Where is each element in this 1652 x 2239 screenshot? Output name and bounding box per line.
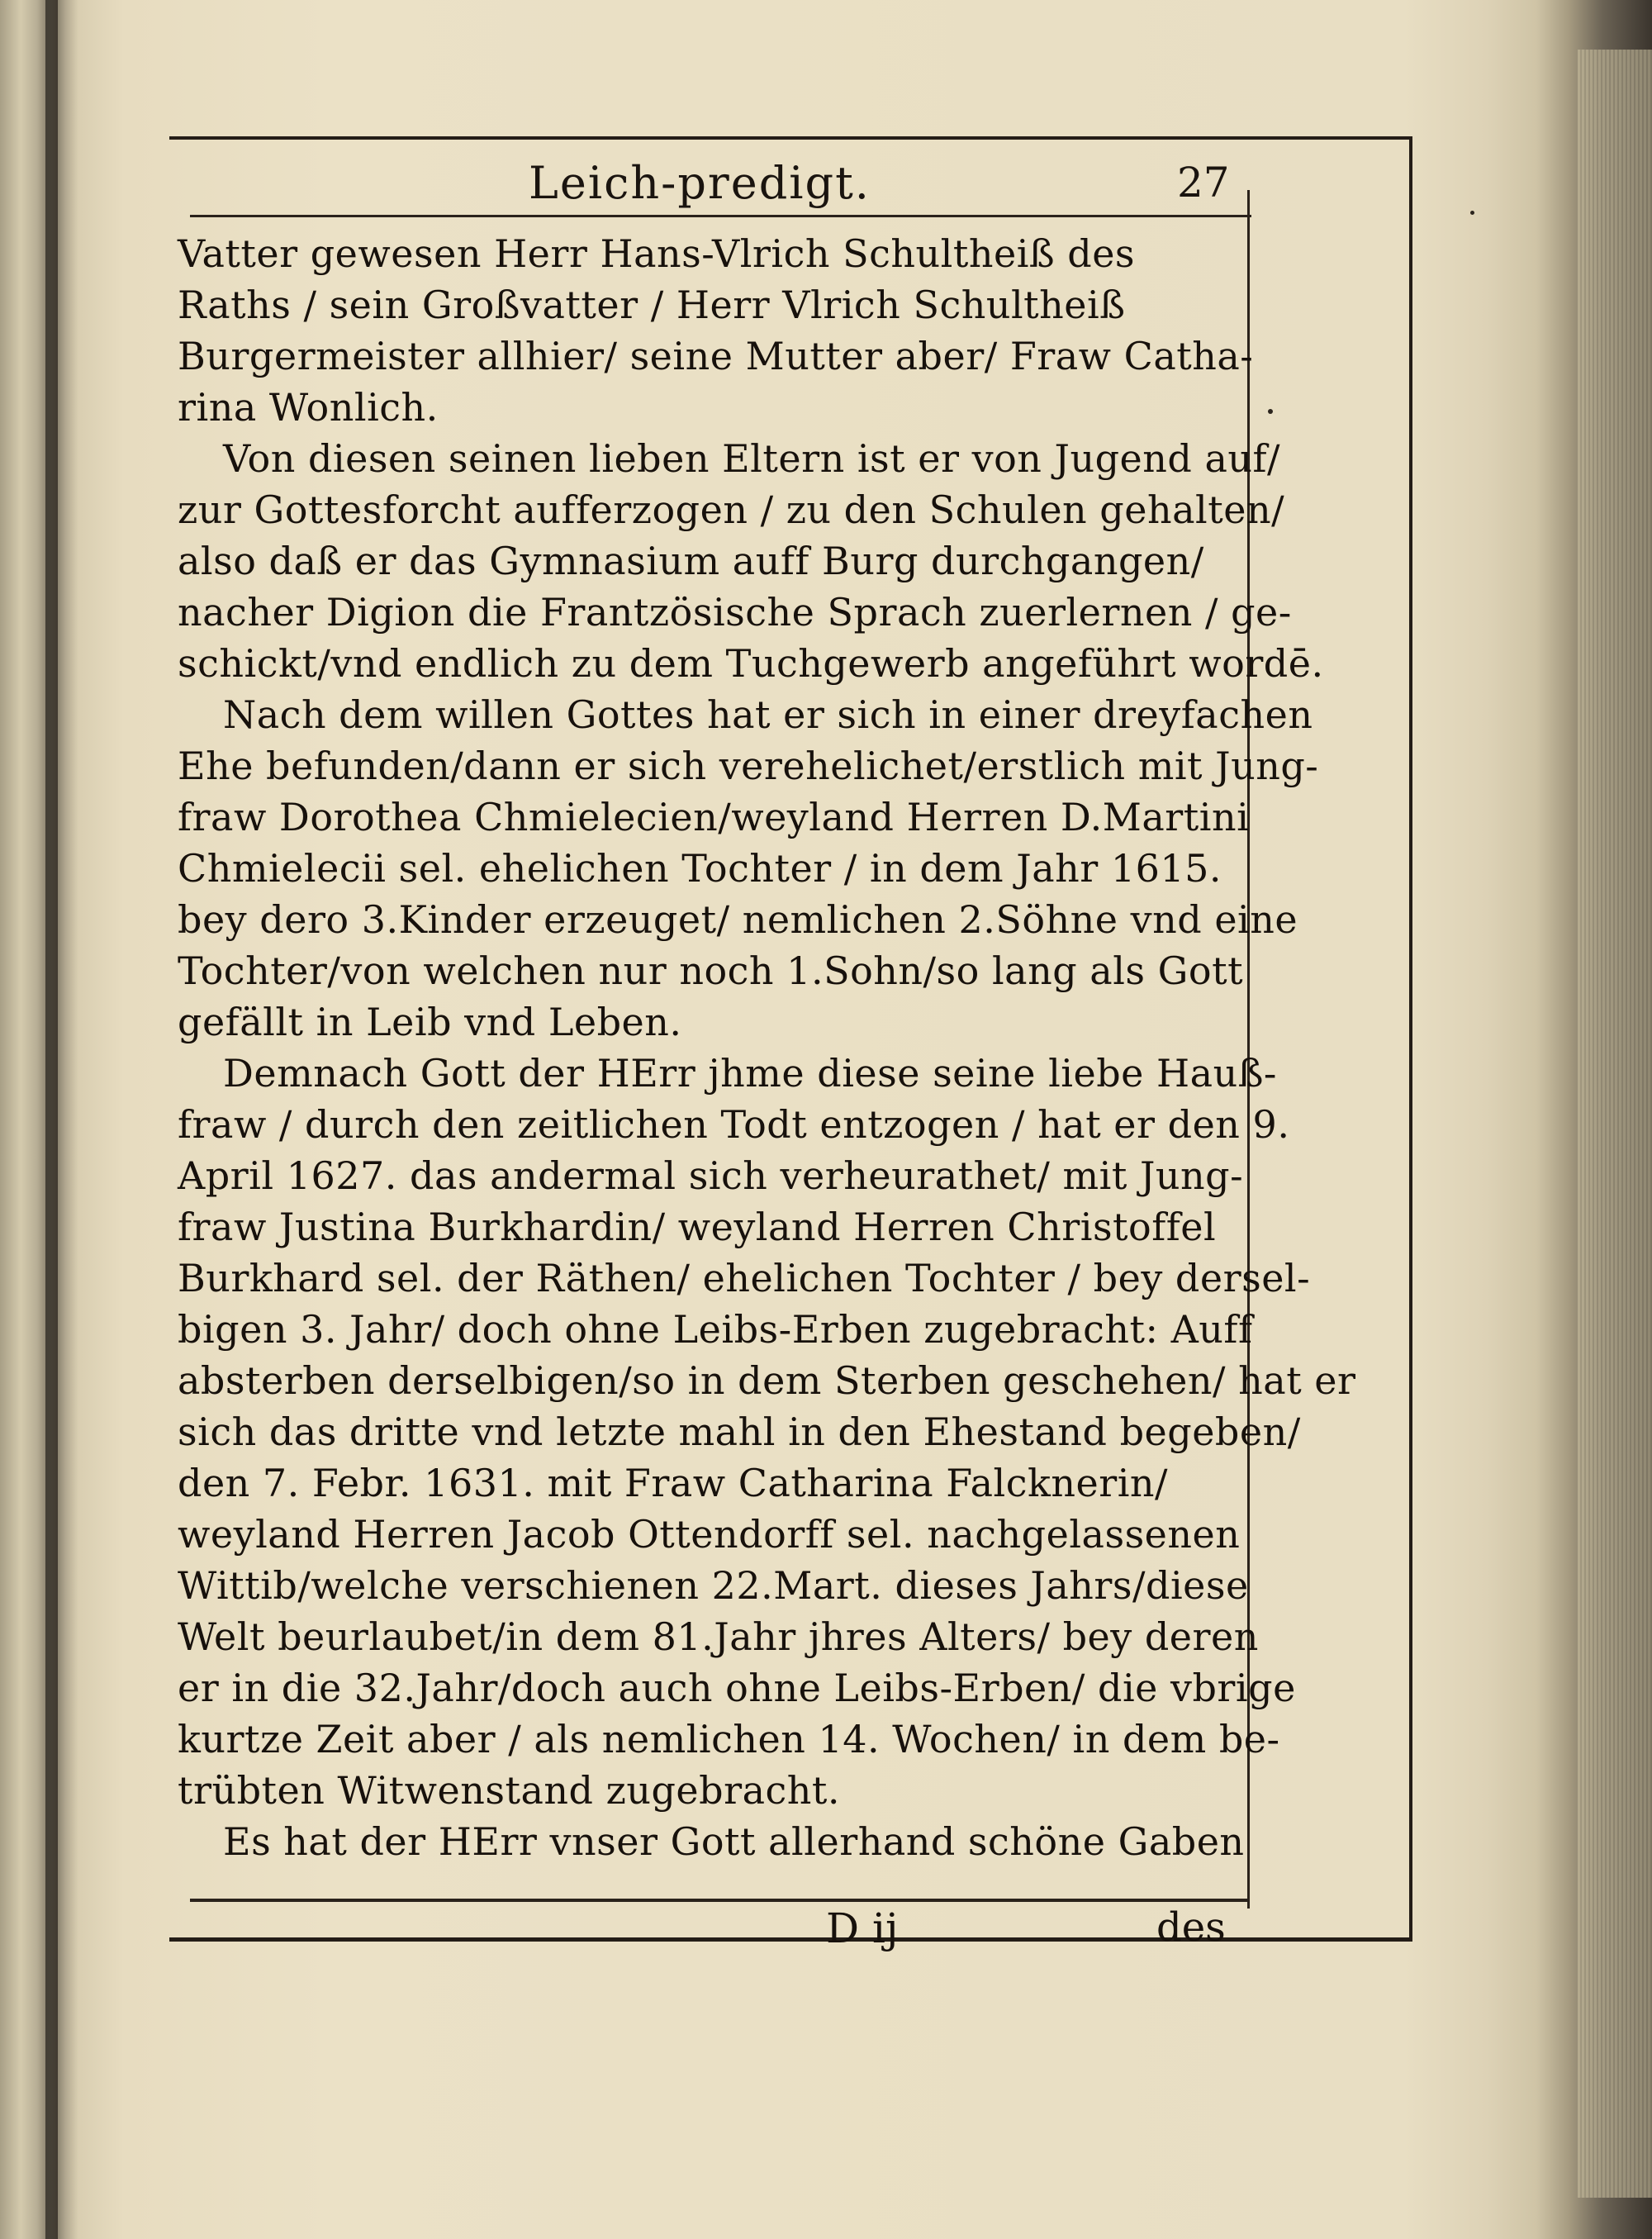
text-line: Chmielecii sel. ehelichen Tochter / in dem Jahr 1615. (178, 846, 1222, 891)
book-gutter (45, 0, 78, 2239)
text-line: Demnach Gott der HErr jhme diese seine liebe Hauß- (223, 1051, 1277, 1096)
text-line: Von diesen seinen lieben Eltern ist er von Jugend auf/ (223, 436, 1281, 481)
running-title: Leich-predigt. (529, 157, 871, 209)
text-line: gefällt in Leib vnd Leben. (178, 1000, 682, 1044)
text-line: Vatter gewesen Herr Hans-Vlrich Schultheiß des (178, 231, 1136, 276)
text-line: Es hat der HErr vnser Gott allerhand schöne Gaben (223, 1819, 1245, 1864)
text-line: fraw Justina Burkhardin/ weyland Herren Christoffel (178, 1205, 1217, 1249)
text-line: Wittib/welche verschienen 22.Mart. dieses Jahrs/diese (178, 1563, 1249, 1608)
text-line: kurtze Zeit aber / als nemlichen 14. Wochen/ in dem be- (178, 1717, 1280, 1761)
text-line: fraw / durch den zeitlichen Todt entzogen / hat er den 9. (178, 1102, 1290, 1147)
text-line: Burgermeister allhier/ seine Mutter aber/ Fraw Catha- (178, 334, 1254, 378)
footer-rule (190, 1899, 1247, 1902)
catchword: des (1156, 1904, 1226, 1951)
text-line: Burkhard sel. der Räthen/ ehelichen Tochter / bey dersel- (178, 1256, 1311, 1300)
text-line: er in die 32.Jahr/doch auch ohne Leibs-Erben/ die vbrige (178, 1666, 1296, 1710)
text-line: bigen 3. Jahr/ doch ohne Leibs-Erben zugebracht: Auff (178, 1307, 1253, 1352)
text-line: sich das dritte vnd letzte mahl in den Ehestand begeben/ (178, 1409, 1301, 1454)
text-line: den 7. Febr. 1631. mit Fraw Catharina Falcknerin/ (178, 1461, 1169, 1505)
page-number: 27 (1177, 159, 1230, 207)
text-line: fraw Dorothea Chmielecien/weyland Herren D.Martini (178, 795, 1250, 839)
text-line: Welt beurlaubet/in dem 81.Jahr jhres Alters/ bey deren (178, 1614, 1259, 1659)
text-line: also daß er das Gymnasium auff Burg durchgangen/ (178, 539, 1204, 583)
outer-frame-top (169, 136, 1412, 140)
text-line: Raths / sein Großvatter / Herr Vlrich Schultheiß (178, 283, 1126, 327)
outer-frame-right (1409, 136, 1412, 1937)
text-line: nacher Digion die Frantzösische Sprach zuerlernen / ge- (178, 590, 1292, 635)
page-edges (1578, 50, 1652, 2198)
paper-speck (1470, 211, 1474, 215)
header-rule (190, 215, 1251, 217)
text-line: zur Gottesforcht aufferzogen / zu den Schulen gehalten/ (178, 487, 1285, 532)
text-line: April 1627. das andermal sich verheurathet/ mit Jung- (178, 1153, 1244, 1198)
text-line: bey dero 3.Kinder erzeuget/ nemlichen 2.Söhne vnd eine (178, 897, 1298, 942)
text-line: schickt/vnd endlich zu dem Tuchgewerb angeführt wordē. (178, 641, 1324, 686)
text-line: trübten Witwenstand zugebracht. (178, 1768, 840, 1813)
text-line: absterben derselbigen/so in dem Sterben geschehen/ hat er (178, 1358, 1356, 1403)
text-line: Ehe befunden/dann er sich verehelichet/erstlich mit Jung- (178, 744, 1319, 788)
text-line: rina Wonlich. (178, 385, 439, 430)
text-line: Tochter/von welchen nur noch 1.Sohn/so lang als Gott (178, 948, 1244, 993)
text-line: Nach dem willen Gottes hat er sich in einer dreyfachen (223, 692, 1313, 737)
text-line: weyland Herren Jacob Ottendorff sel. nachgelassenen (178, 1512, 1241, 1557)
paper-speck (1268, 409, 1273, 414)
outer-frame-bottom (169, 1937, 1412, 1942)
signature-mark: D ij (826, 1904, 899, 1952)
